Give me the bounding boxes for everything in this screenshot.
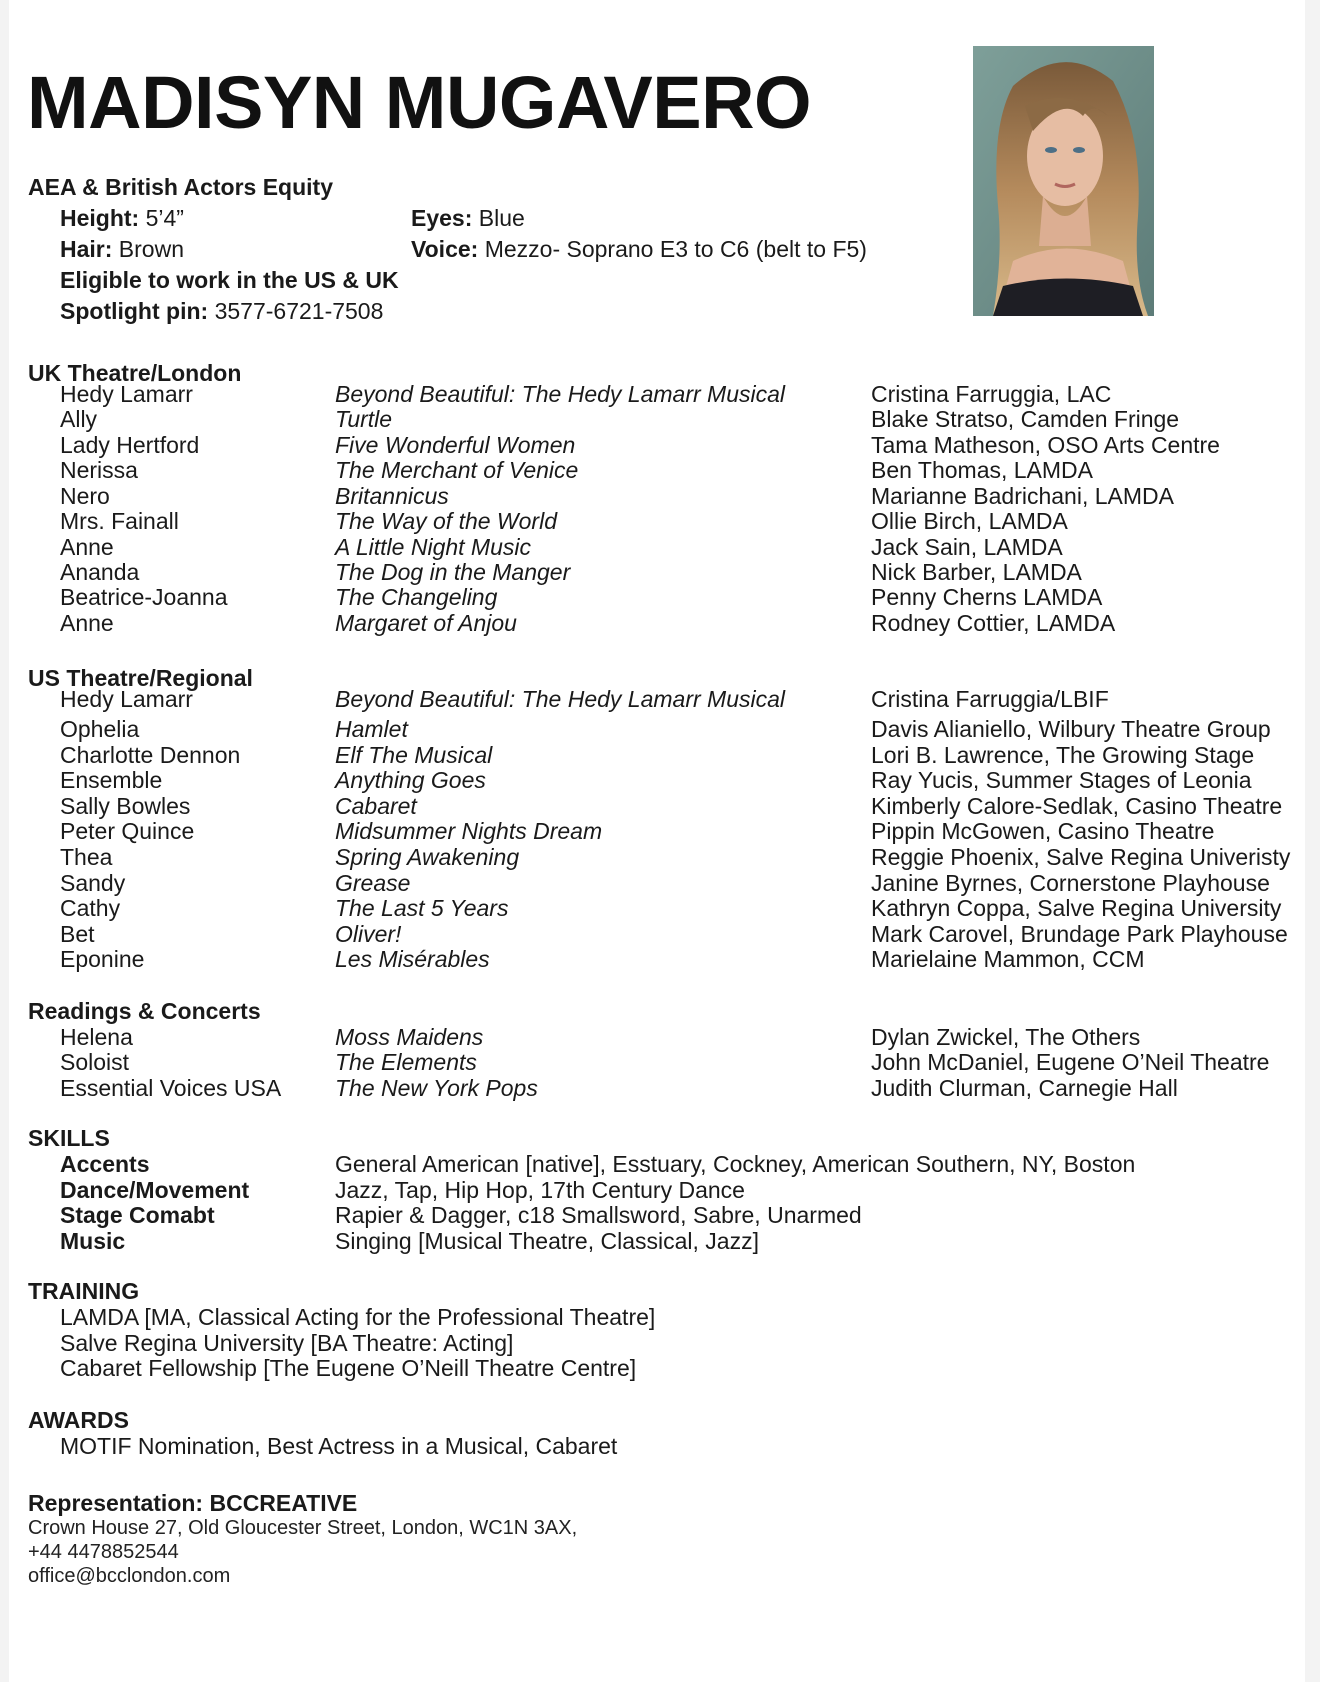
credit: Reggie Phoenix, Salve Regina Univeristy xyxy=(871,844,1291,870)
credit: Kathryn Coppa, Salve Regina University xyxy=(871,895,1282,921)
credit: Nick Barber, LAMDA xyxy=(871,559,1082,585)
role: Soloist xyxy=(60,1049,130,1075)
awards-heading: AWARDS xyxy=(28,1407,129,1433)
credit: Lori B. Lawrence, The Growing Stage xyxy=(871,742,1255,768)
credit: John McDaniel, Eugene O’Neil Theatre xyxy=(871,1049,1270,1075)
hair-info xyxy=(60,236,184,262)
representation-heading: Representation: BCCREATIVE xyxy=(28,1490,358,1516)
height-value: 5’4” xyxy=(145,205,184,231)
credit-row xyxy=(0,457,1320,483)
credit-row xyxy=(0,742,1320,768)
show: Margaret of Anjou xyxy=(335,610,517,636)
eyes-info xyxy=(411,205,525,231)
skill-name: Dance/Movement xyxy=(60,1177,250,1203)
spotlight-label: Spotlight pin: xyxy=(60,298,209,324)
training-item: Salve Regina University [BA Theatre: Acting] xyxy=(60,1330,514,1356)
spotlight-info xyxy=(60,298,383,324)
show: The Merchant of Venice xyxy=(335,457,579,483)
skill-name: Accents xyxy=(60,1151,150,1177)
skill-row xyxy=(0,1228,1320,1254)
readings-heading: Readings & Concerts xyxy=(28,998,261,1024)
credit-row xyxy=(0,610,1320,636)
skill-name: Stage Comabt xyxy=(60,1202,215,1228)
hair-label: Hair: xyxy=(60,236,113,262)
credit: Cristina Farruggia, LAC xyxy=(871,381,1112,407)
skill-name: Music xyxy=(60,1228,126,1254)
role: Beatrice-Joanna xyxy=(60,584,228,610)
role: Essential Voices USA xyxy=(60,1075,282,1101)
show: Five Wonderful Women xyxy=(335,432,576,458)
spotlight-value: 3577-6721-7508 xyxy=(214,298,384,324)
role: Anne xyxy=(60,534,114,560)
credit-row xyxy=(0,381,1320,407)
voice-info xyxy=(411,236,867,262)
role: Helena xyxy=(60,1024,133,1050)
show: Elf The Musical xyxy=(335,742,493,768)
credit-row xyxy=(0,483,1320,509)
credit: Ray Yucis, Summer Stages of Leonia xyxy=(871,767,1252,793)
show: The Last 5 Years xyxy=(335,895,509,921)
credit-row xyxy=(0,508,1320,534)
eyes-label: Eyes: xyxy=(411,205,473,231)
agency-email: office@bcclondon.com xyxy=(28,1565,231,1587)
show: Oliver! xyxy=(335,921,402,947)
skill-value: General American [native], Esstuary, Cockney, American Southern, NY, Boston xyxy=(335,1151,1136,1177)
credit-row xyxy=(0,686,1320,712)
skill-row xyxy=(0,1177,1320,1203)
work-eligibility: Eligible to work in the US & UK xyxy=(60,267,399,293)
credit: Janine Byrnes, Cornerstone Playhouse xyxy=(871,870,1270,896)
credit: Rodney Cottier, LAMDA xyxy=(871,610,1116,636)
credit-row xyxy=(0,584,1320,610)
credit-row xyxy=(0,1075,1320,1101)
role: Bet xyxy=(60,921,95,947)
show: The Dog in the Manger xyxy=(335,559,571,585)
credit-row xyxy=(0,818,1320,844)
show: The Way of the World xyxy=(335,508,557,534)
credit-row xyxy=(0,1049,1320,1075)
role: Nero xyxy=(60,483,110,509)
show: Hamlet xyxy=(335,716,408,742)
role: Hedy Lamarr xyxy=(60,381,193,407)
show: Grease xyxy=(335,870,411,896)
credit: Dylan Zwickel, The Others xyxy=(871,1024,1141,1050)
role: Sally Bowles xyxy=(60,793,191,819)
credit: Ben Thomas, LAMDA xyxy=(871,457,1094,483)
show: The Elements xyxy=(335,1049,477,1075)
role: Ensemble xyxy=(60,767,163,793)
credit-row xyxy=(0,946,1320,972)
show: Beyond Beautiful: The Hedy Lamarr Musical xyxy=(335,381,785,407)
uk-theatre-heading: UK Theatre/London xyxy=(28,360,242,386)
credit: Pippin McGowen, Casino Theatre xyxy=(871,818,1215,844)
height-label: Height: xyxy=(60,205,140,231)
role: Ally xyxy=(60,406,98,432)
us-theatre-heading: US Theatre/Regional xyxy=(28,665,253,691)
role: Nerissa xyxy=(60,457,138,483)
show: The Changeling xyxy=(335,584,498,610)
eyes-value: Blue xyxy=(478,205,525,231)
role: Sandy xyxy=(60,870,126,896)
skill-value: Jazz, Tap, Hip Hop, 17th Century Dance xyxy=(335,1177,745,1203)
credit-row xyxy=(0,406,1320,432)
credit-row xyxy=(0,716,1320,742)
show: Turtle xyxy=(335,406,393,432)
credit-row xyxy=(0,432,1320,458)
credit: Jack Sain, LAMDA xyxy=(871,534,1063,560)
actor-name: MADISYN MUGAVERO xyxy=(27,61,812,144)
role: Hedy Lamarr xyxy=(60,686,193,712)
credit-row xyxy=(0,921,1320,947)
training-item: LAMDA [MA, Classical Acting for the Professional Theatre] xyxy=(60,1304,656,1330)
show: Moss Maidens xyxy=(335,1024,484,1050)
skill-value: Singing [Musical Theatre, Classical, Jazz] xyxy=(335,1228,759,1254)
role: Peter Quince xyxy=(60,818,195,844)
credit-row xyxy=(0,870,1320,896)
credit-row xyxy=(0,844,1320,870)
union-membership: AEA & British Actors Equity xyxy=(28,174,333,200)
headshot-photo xyxy=(973,46,1154,316)
role: Cathy xyxy=(60,895,121,921)
credit: Marielaine Mammon, CCM xyxy=(871,946,1145,972)
skills-heading: SKILLS xyxy=(28,1125,110,1151)
show: A Little Night Music xyxy=(335,534,531,560)
credit: Blake Stratso, Camden Fringe xyxy=(871,406,1180,432)
credit-row xyxy=(0,559,1320,585)
role: Anne xyxy=(60,610,114,636)
role: Mrs. Fainall xyxy=(60,508,179,534)
agency-address: Crown House 27, Old Gloucester Street, London, WC1N 3AX, xyxy=(28,1517,578,1539)
show: Spring Awakening xyxy=(335,844,520,870)
credit-row xyxy=(0,767,1320,793)
show: The New York Pops xyxy=(335,1075,538,1101)
voice-value: Mezzo- Soprano E3 to C6 (belt to F5) xyxy=(484,236,867,262)
role: Ananda xyxy=(60,559,140,585)
height-info xyxy=(60,205,184,231)
credit: Marianne Badrichani, LAMDA xyxy=(871,483,1174,509)
voice-label: Voice: xyxy=(411,236,479,262)
credit: Mark Carovel, Brundage Park Playhouse xyxy=(871,921,1288,947)
skill-row xyxy=(0,1202,1320,1228)
credit: Cristina Farruggia/LBIF xyxy=(871,686,1109,712)
credit-row xyxy=(0,534,1320,560)
credit: Kimberly Calore-Sedlak, Casino Theatre xyxy=(871,793,1283,819)
training-heading: TRAINING xyxy=(28,1278,140,1304)
show: Britannicus xyxy=(335,483,449,509)
award-item: MOTIF Nomination, Best Actress in a Musical, Cabaret xyxy=(60,1433,618,1459)
credit: Penny Cherns LAMDA xyxy=(871,584,1103,610)
hair-value: Brown xyxy=(118,236,184,262)
training-item: Cabaret Fellowship [The Eugene O’Neill Theatre Centre] xyxy=(60,1355,637,1381)
credit: Judith Clurman, Carnegie Hall xyxy=(871,1075,1178,1101)
show: Les Misérables xyxy=(335,946,490,972)
skill-value: Rapier & Dagger, c18 Smallsword, Sabre, Unarmed xyxy=(335,1202,862,1228)
role: Ophelia xyxy=(60,716,140,742)
role: Lady Hertford xyxy=(60,432,200,458)
show: Beyond Beautiful: The Hedy Lamarr Musical xyxy=(335,686,785,712)
show: Cabaret xyxy=(335,793,417,819)
agency-phone: +44 4478852544 xyxy=(28,1541,179,1563)
credit: Tama Matheson, OSO Arts Centre xyxy=(871,432,1220,458)
show: Midsummer Nights Dream xyxy=(335,818,603,844)
skill-row xyxy=(0,1151,1320,1177)
role: Eponine xyxy=(60,946,145,972)
credit: Ollie Birch, LAMDA xyxy=(871,508,1068,534)
role: Charlotte Dennon xyxy=(60,742,241,768)
role: Thea xyxy=(60,844,113,870)
credit: Davis Alianiello, Wilbury Theatre Group xyxy=(871,716,1271,742)
credit-row xyxy=(0,895,1320,921)
show: Anything Goes xyxy=(335,767,486,793)
credit-row xyxy=(0,793,1320,819)
credit-row xyxy=(0,1024,1320,1050)
